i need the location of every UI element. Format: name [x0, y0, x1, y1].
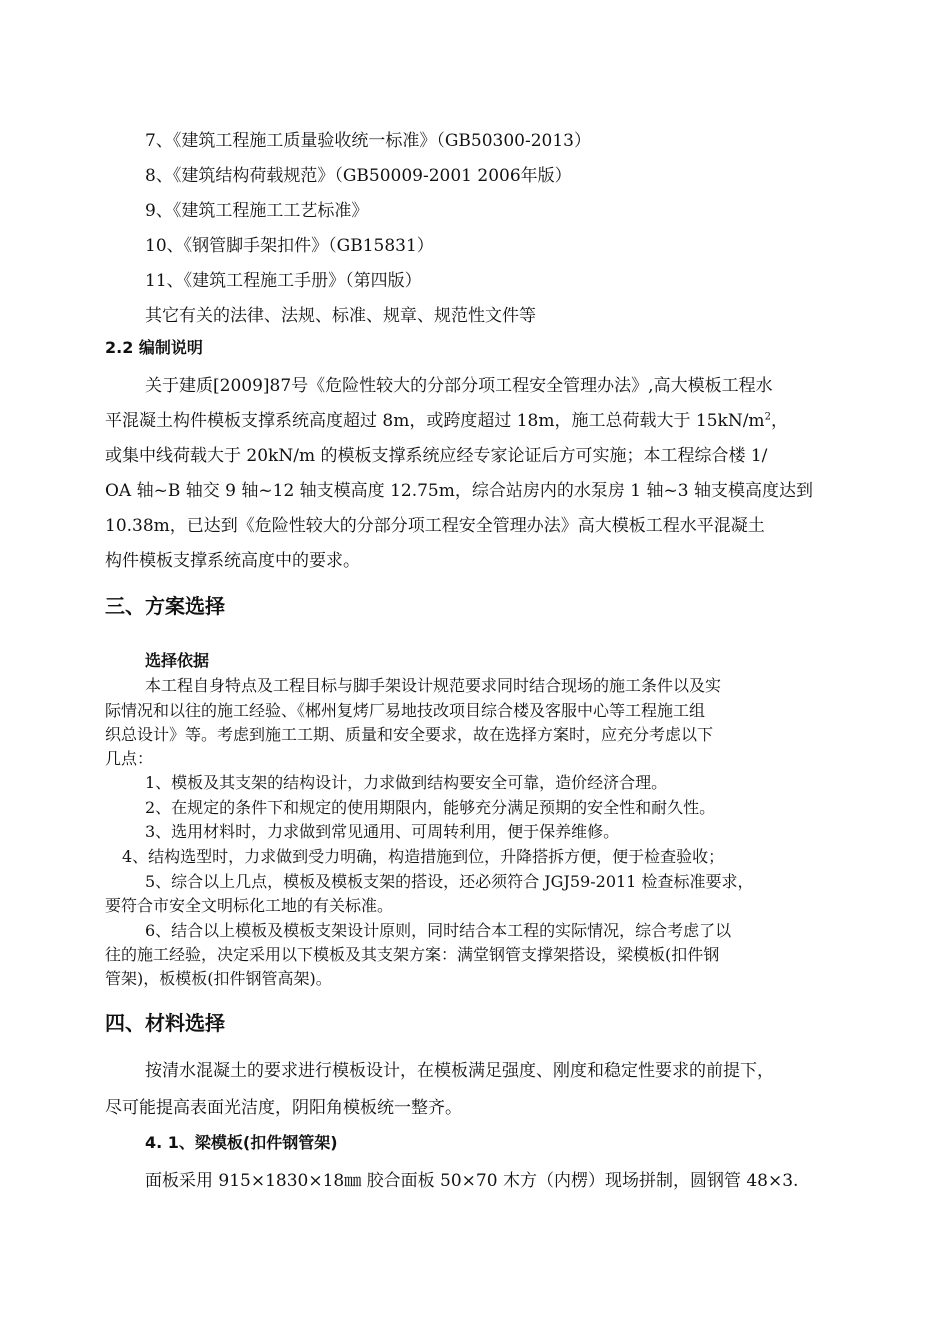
section-3-point-5: 5、综合以上几点，模板及模板支架的搭设，还必须符合 JGJ59-2011 检查标准要求， — [145, 872, 754, 891]
reference-item-11: 11、《建筑工程施工手册》（第四版） — [145, 271, 422, 291]
section-4-heading: 四、材料选择 — [105, 1011, 225, 1035]
section-3-line: 织总设计》等。考虑到施工工期、质量和安全要求，故在选择方案时，应充分考虑以下 — [105, 725, 714, 744]
reference-item-9: 9、《建筑工程施工工艺标准》 — [145, 201, 369, 221]
section-3-point-2: 2、在规定的条件下和规定的使用期限内，能够充分满足预期的安全性和耐久性。 — [145, 798, 716, 817]
section-2-2-line-suffix: ， — [770, 411, 788, 431]
section-2-2-line — [105, 406, 788, 431]
section-3-line: 本工程自身特点及工程目标与脚手架设计规范要求同时结合现场的施工条件以及实 — [145, 676, 722, 695]
reference-item-10: 10、《钢管脚手架扣件》（GB15831） — [145, 236, 434, 256]
section-3-point-3: 3、选用材料时，力求做到常见通用、可周转利用，便于保养维修。 — [145, 822, 620, 841]
section-2-2-heading: 2.2 编制说明 — [105, 338, 203, 357]
section-2-2-line: OA 轴~B 轴交 9 轴~12 轴支模高度 12.75m，综合站房内的水泵房 1 轴~3 轴支模高度达到 — [105, 481, 813, 501]
reference-item-8: 8、《建筑结构荷载规范》（GB50009-2001 2006年版） — [145, 166, 572, 186]
section-3-line: 几点： — [105, 749, 154, 768]
section-3-line: 往的施工经验，决定采用以下模板及其支架方案：满堂钢管支撑架搭设，梁模板(扣件钢 — [105, 945, 720, 964]
section-3-heading: 三、方案选择 — [105, 594, 225, 618]
superscript-2: 2 — [764, 411, 771, 423]
section-3-line: 际情况和以往的施工经验、《郴州复烤厂易地技改项目综合楼及客服中心等工程施工组 — [105, 701, 706, 720]
section-4-line: 按清水混凝土的要求进行模板设计，在模板满足强度、刚度和稳定性要求的前提下， — [145, 1061, 774, 1081]
section-2-2-line: 构件模板支撑系统高度中的要求。 — [105, 551, 360, 571]
section-3-line: 管架)，板模板(扣件钢管高架)。 — [105, 969, 332, 988]
section-2-2-line: 或集中线荷载大于 20kN/m 的模板支撑系统应经专家论证后方可实施；本工程综合楼 1/ — [105, 446, 768, 466]
section-2-2-line: 关于建质[2009]87号《危险性较大的分部分项工程安全管理办法》,高大模板工程水 — [145, 376, 773, 396]
reference-item-other: 其它有关的法律、法规、标准、规章、规范性文件等 — [145, 306, 536, 326]
section-4-1-heading: 4. 1、梁模板(扣件钢管架) — [145, 1133, 338, 1152]
section-3-point-1: 1、模板及其支架的结构设计，力求做到结构要安全可靠，造价经济合理。 — [145, 773, 668, 792]
section-3-point-6: 6、结合以上模板及模板支架设计原则，同时结合本工程的实际情况，综合考虑了以 — [145, 921, 732, 940]
section-4-1-line: 面板采用 915×1830×18㎜ 胶合面板 50×70 木方（内楞）现场拼制，圆钢管 48×3. — [145, 1171, 799, 1191]
section-3-point-4: 4、结构选型时，力求做到受力明确，构造措施到位，升降搭拆方便，便于检查验收； — [122, 847, 725, 866]
section-3-line: 要符合市安全文明标化工地的有关标准。 — [105, 896, 394, 915]
section-2-2-line: 10.38m，已达到《危险性较大的分部分项工程安全管理办法》高大模板工程水平混凝土 — [105, 516, 765, 536]
section-4-line: 尽可能提高表面光洁度，阴阳角模板统一整齐。 — [105, 1098, 462, 1118]
reference-item-7: 7、《建筑工程施工质量验收统一标准》（GB50300-2013） — [145, 131, 591, 151]
section-2-2-line-text: 平混凝土构件模板支撑系统高度超过 8m，或跨度超过 18m，施工总荷载大于 15kN/m — [105, 411, 765, 431]
section-3-subheading: 选择依据 — [145, 651, 210, 670]
